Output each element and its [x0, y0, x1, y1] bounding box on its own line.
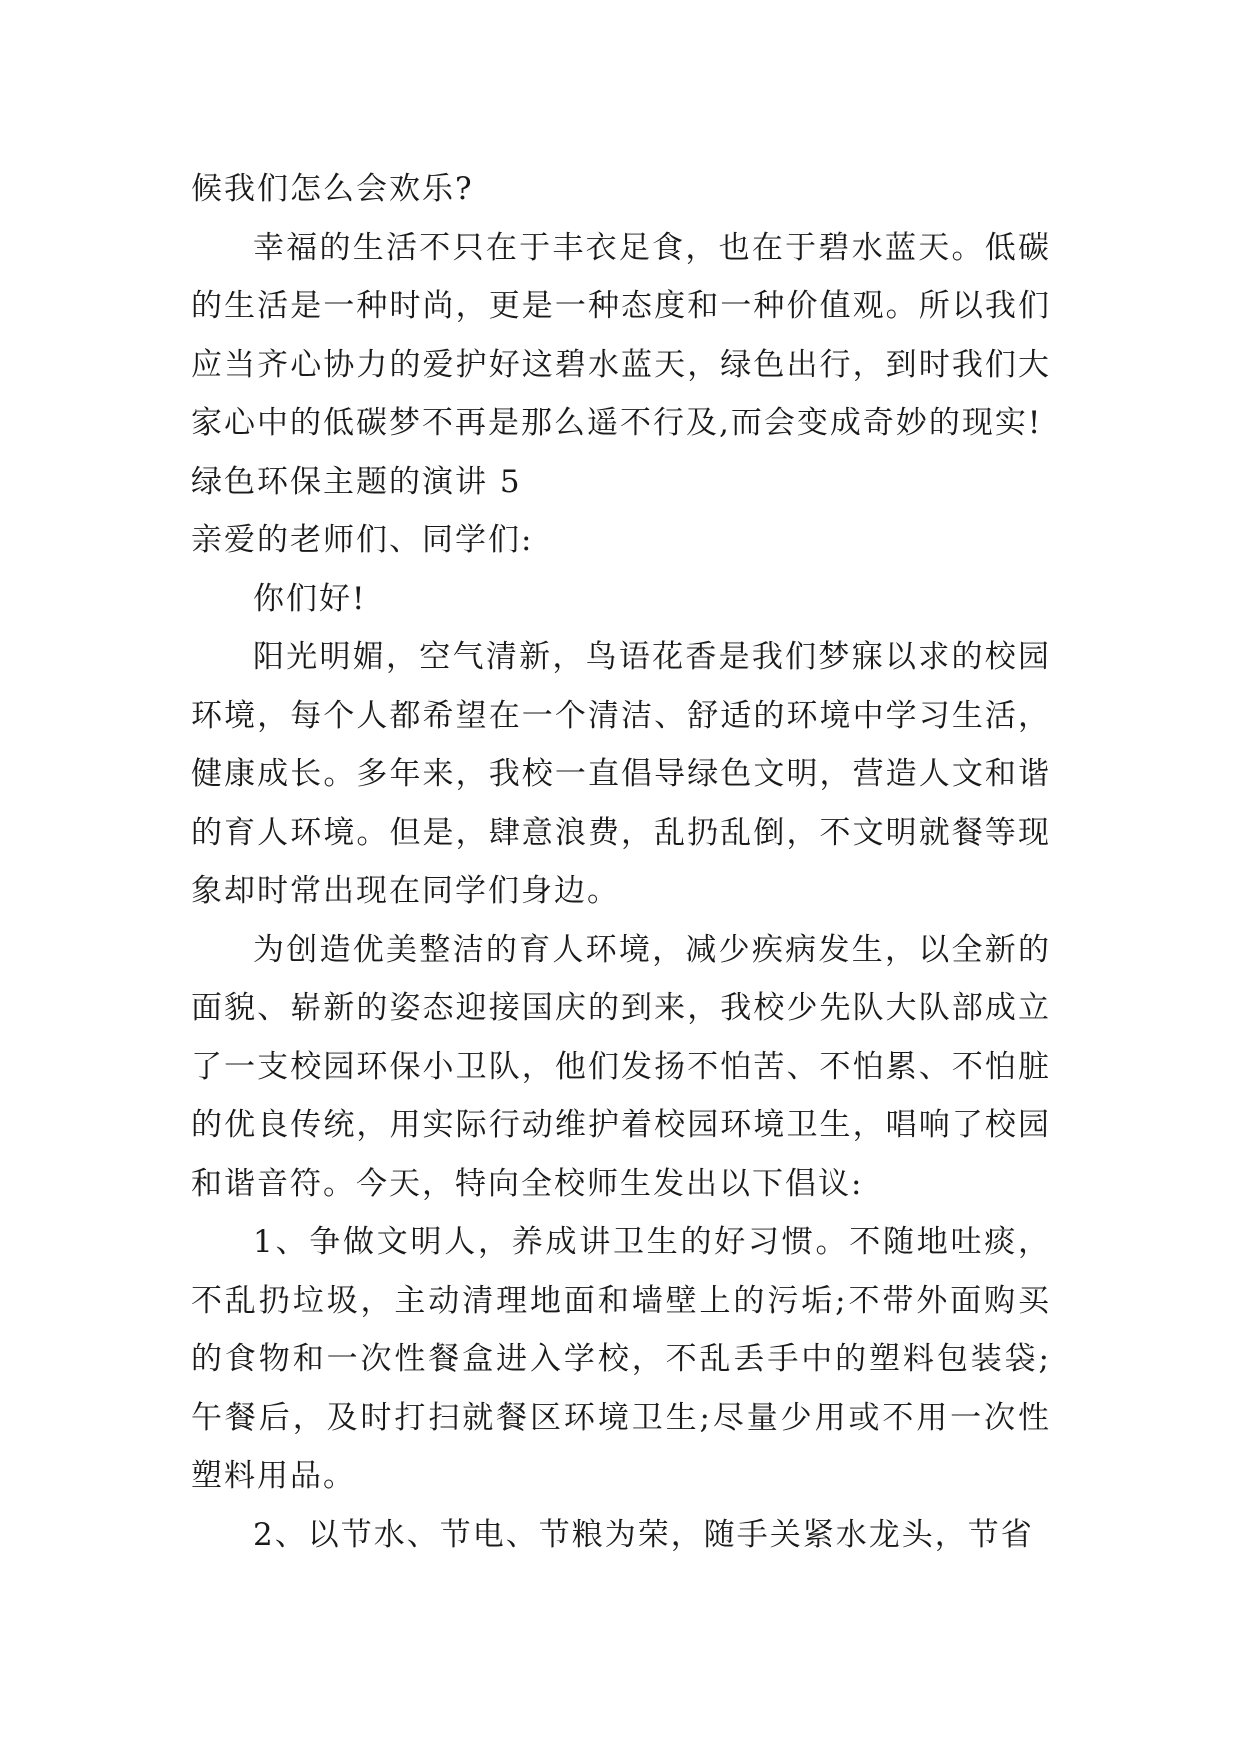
paragraph-low-carbon: 幸福的生活不只在于丰衣足食，也在于碧水蓝天。低碳的生活是一种时尚，更是一种态度和一种价值观。所以我们应当齐心协力的爱护好这碧水蓝天，绿色出行，到时我们大家心中的低碳梦不再是那么遥不行及,而会变成奇妙的现实!	[191, 229, 1051, 441]
salutation: 亲爱的老师们、同学们:	[191, 522, 534, 558]
document-body	[191, 160, 1051, 1564]
paragraph-campus-environment: 阳光明媚，空气清新，鸟语花香是我们梦寐以求的校园环境，每个人都希望在一个清洁、舒适的环境中学习生活，健康成长。多年来，我校一直倡导绿色文明，营造人文和谐的育人环境。但是，肆意浪费，乱扔乱倒，不文明就餐等现象却时常出现在同学们身边。	[191, 639, 1051, 909]
proposal-item-1: 1、争做文明人，养成讲卫生的好习惯。不随地吐痰，不乱扔垃圾，主动清理地面和墙壁上的污垢;不带外面购买的食物和一次性餐盒进入学校，不乱丢手中的塑料包装袋;午餐后，及时打扫就餐区环境卫生;尽量少用或不用一次性塑料用品。	[191, 1224, 1051, 1494]
speech-title: 绿色环保主题的演讲 5	[191, 463, 522, 500]
paragraph-continuation: 候我们怎么会欢乐?	[191, 171, 474, 207]
paragraph-eco-squad: 为创造优美整洁的育人环境，减少疾病发生，以全新的面貌、崭新的姿态迎接国庆的到来，我校少先队大队部成立了一支校园环保小卫队，他们发扬不怕苦、不怕累、不怕脏的优良传统，用实际行动维护着校园环境卫生，唱响了校园和谐音符。今天，特向全校师生发出以下倡议:	[191, 931, 1051, 1202]
greeting: 你们好!	[253, 580, 367, 617]
proposal-item-2: 2、以节水、节电、节粮为荣，随手关紧水龙头，节省	[253, 1516, 1034, 1553]
